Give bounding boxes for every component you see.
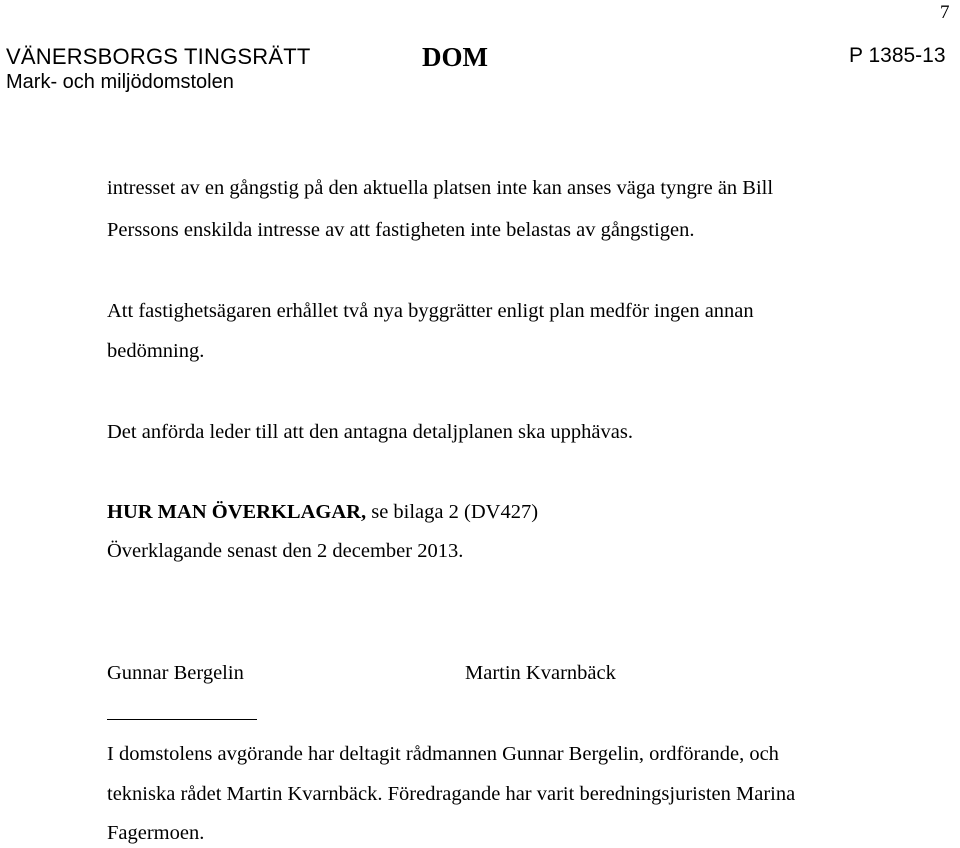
court-division: Mark- och miljödomstolen: [6, 71, 234, 93]
paragraph-line: bedömning.: [107, 340, 205, 362]
document-type: DOM: [422, 42, 488, 72]
paragraph-line: Perssons enskilda intresse av att fastigheten inte belastas av gångstigen.: [107, 219, 695, 241]
appeal-heading: HUR MAN ÖVERKLAGAR,: [107, 501, 367, 523]
signature-left: Gunnar Bergelin: [107, 662, 244, 684]
footer-line: tekniska rådet Martin Kvarnbäck. Föredragande har varit beredningsjuristen Marina: [107, 783, 796, 805]
appeal-reference: se bilaga 2 (DV427): [366, 501, 539, 523]
signature-right: Martin Kvarnbäck: [465, 662, 616, 684]
appeal-deadline: Överklagande senast den 2 december 2013.: [107, 540, 464, 562]
footer-separator: [107, 719, 257, 720]
appeal-instructions: [107, 501, 538, 524]
footer-line: I domstolens avgörande har deltagit rådmannen Gunnar Bergelin, ordförande, och: [107, 743, 779, 765]
paragraph-line: intresset av en gångstig på den aktuella platsen inte kan anses väga tyngre än Bill: [107, 177, 774, 199]
paragraph-line: Det anförda leder till att den antagna detaljplanen ska upphävas.: [107, 421, 633, 443]
court-name: VÄNERSBORGS TINGSRÄTT: [6, 44, 311, 69]
page-number: 7: [940, 2, 950, 23]
case-number: P 1385-13: [849, 44, 946, 67]
footer-line: Fagermoen.: [107, 822, 205, 844]
paragraph-line: Att fastighetsägaren erhållet två nya byggrätter enligt plan medför ingen annan: [107, 300, 754, 322]
